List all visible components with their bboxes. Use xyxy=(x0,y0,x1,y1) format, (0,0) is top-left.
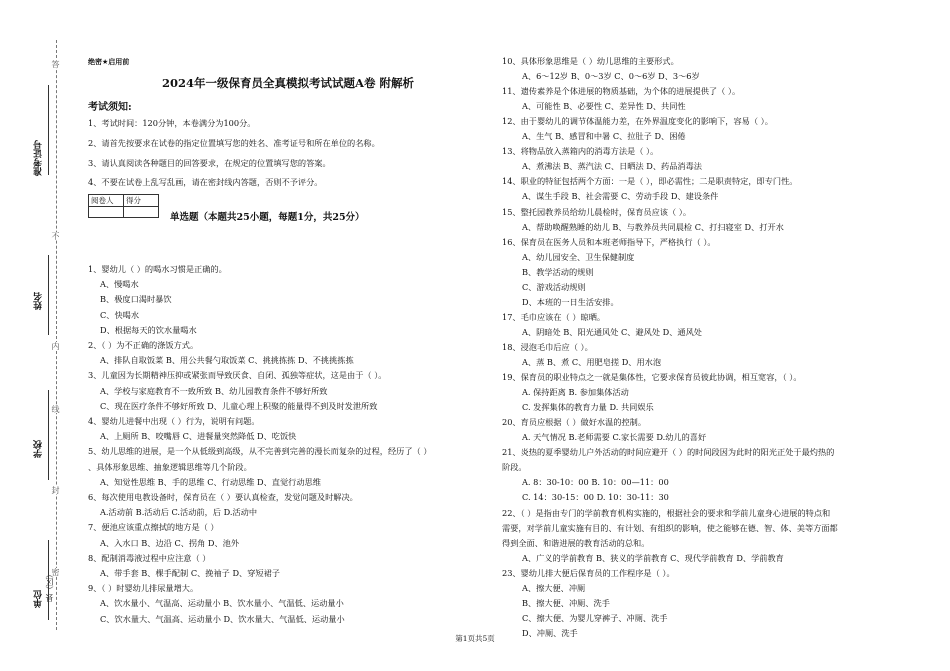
score-blank xyxy=(124,207,159,218)
seal-char: 答 xyxy=(51,60,60,68)
question-line: 16、保育员在医务人员和本班老师指导下，严格执行（ ）。 xyxy=(502,236,716,247)
question-line: A. 保持距离 B. 参加集体活动 xyxy=(522,387,629,398)
question-line: A、排队自取饭菜 B、用公共餐勺取饭菜 C、挑挑拣拣 D、不挑挑拣拣 xyxy=(100,355,354,366)
question-line: A、饮水量小、气温高、运动量小 B、饮水量小、气温低、运动量小 xyxy=(100,598,344,609)
question-line: 3、儿童因为长期精神压抑或紧张而导致厌食、自闭、孤独等症状，这是由于（ ）。 xyxy=(88,370,387,381)
school-line xyxy=(48,390,49,480)
question-line: 17、毛巾应该在（ ）晾晒。 xyxy=(502,311,606,322)
score-cell: 得分 xyxy=(124,195,159,207)
name-label: 姓名 xyxy=(34,292,44,310)
question-line: A、可能性 B、必要性 C、差异性 D、共同性 xyxy=(522,101,686,112)
grader-cell: 阅卷人 xyxy=(89,195,124,207)
question-line: 8、配制消毒液过程中应注意（ ） xyxy=(88,552,211,563)
question-line: 得到全面、和谐进展的教育活动的总和。 xyxy=(502,537,650,548)
question-line: A、入水口 B、边沿 C、拐角 D、池外 xyxy=(100,537,240,548)
exam-number-label: 准考证号 xyxy=(34,140,44,176)
seal-char: 封 xyxy=(51,486,60,494)
question-line: C、快喝水 xyxy=(100,309,140,320)
question-line: 20、育员应根据（ ）做好水温的控制。 xyxy=(502,417,647,428)
question-line: D、本班的一日生活安排。 xyxy=(522,296,619,307)
question-line: A、阴暗处 B、阳光通风处 C、避风处 D、通风处 xyxy=(522,326,702,337)
question-line: 19、保育员的职业特点之一就是集体性，它要求保育员彼此协调，相互宽容，（ ）。 xyxy=(502,372,802,383)
question-line: A. 天气情况 B.老师需要 C.家长需要 D.幼儿的喜好 xyxy=(522,432,707,443)
grader-blank xyxy=(89,207,124,218)
school-label: 学校 xyxy=(34,440,44,458)
question-line: A、广义的学前教育 B、狭义的学前教育 C、现代学前教育 D、学前教育 xyxy=(522,552,784,563)
confidential-tag: 绝密★启用前 xyxy=(88,58,130,66)
section-title: 单选题（本题共25小题，每题1分，共25分） xyxy=(170,212,365,223)
question-line: 15、整托园教养员给幼儿晨检时，保育员应该（ ）。 xyxy=(502,206,692,217)
question-line: C、现在医疗条件不够好所致 D、儿童心理上积聚的能量得不到及时发泄所致 xyxy=(100,400,378,411)
question-line: C. 14：30-15：00 D. 10：30-11：30 xyxy=(522,492,669,503)
question-line: 18、浸泡毛巾后应（ ）。 xyxy=(502,341,593,352)
question-line: A、煮沸法 B、蒸汽法 C、日晒法 D、药品消毒法 xyxy=(522,161,702,172)
page-title: 2024年一级保育员全真模拟考试试题A卷 附解析 xyxy=(162,76,414,90)
question-line: A、蒸 B、煮 C、用肥皂搓 D、用水泡 xyxy=(522,357,662,367)
question-line: A、学校与家庭教育不一致所致 B、幼儿园教育条件不够好所致 xyxy=(100,385,328,396)
question-line: D、根据每天的饮水量喝水 xyxy=(100,324,197,335)
question-line: 5、幼儿思维的进展，是一个从低级到高级，从不完善到完善的漫长而复杂的过程，经历了（ ） xyxy=(88,446,432,457)
question-line: A、带手套 B、棵手配制 C、挽袖子 D、穿短裙子 xyxy=(100,568,280,578)
unit-label: 单位 xyxy=(34,590,44,608)
question-line: A、擦大便、冲厕 xyxy=(522,582,586,593)
unit-line xyxy=(48,540,49,620)
question-line: B、教学活动的规则 xyxy=(522,266,594,277)
question-line: 需要，对学前儿童实施有目的、有计划、有组织的影响，使之能够在德、智、体、美等方面都 xyxy=(502,522,838,533)
question-line: A、6～12岁 B、0～3岁 C、0～6岁 D、3～6岁 xyxy=(522,71,700,82)
question-line: B、擦大便、冲厕、洗手 xyxy=(522,597,610,608)
question-line: 10、具体形象思维是（ ）幼儿思维的主要形式。 xyxy=(502,56,679,66)
question-line: 7、便池应该重点擦拭的地方是（ ） xyxy=(88,522,219,533)
page-footer: 第1页共5页 xyxy=(455,634,495,643)
question-line: 13、将物品放入蒸箱内的消毒方法是（ ）。 xyxy=(502,146,659,157)
question-line: 2、（ ）为不正确的涤饭方式。 xyxy=(88,340,199,350)
question-line: A.活动前 B.活动后 C.活动前，后 D.活动中 xyxy=(100,507,258,518)
question-line: A、幼儿园安全、卫生保健制度 xyxy=(522,251,635,262)
question-line: A、帮助唤醒熟睡的幼儿 B、与教养员共同晨检 C、打扫寝室 D、打开水 xyxy=(522,221,784,232)
score-table xyxy=(88,194,159,218)
question-line: C、擦大便、为婴儿穿裤子、冲厕、洗手 xyxy=(522,612,668,623)
question-line: 23、婴幼儿排大便后保育员的工作程序是（ ）。 xyxy=(502,567,675,578)
seal-char: 密 xyxy=(51,568,60,576)
seal-char: 内 xyxy=(51,342,60,350)
question-line: 12、由于婴幼儿的调节体温能力差，在外界温度变化的影响下，容易（ ）。 xyxy=(502,116,773,127)
seal-char: 线 xyxy=(51,405,60,413)
exam-number-line xyxy=(48,85,49,175)
question-line: 1、婴幼儿（ ）的喝水习惯是正确的。 xyxy=(88,264,227,274)
notice-item: 4、不要在试卷上乱写乱画，请在密封线内答题，否则不予评分。 xyxy=(88,177,323,187)
notice-item: 3、请认真阅读各种题目的回答要求，在规定的位置填写您的答案。 xyxy=(88,158,331,168)
question-line: 14、职业的特征包括两个方面：一是（ ），即必需性；二是职责特定，即专门性。 xyxy=(502,176,798,187)
question-line: 22、（ ）是指由专门的学前教育机构实施的，根据社会的要求和学前儿童身心进展的特点和 xyxy=(502,507,831,518)
district-label: 县（区） xyxy=(45,570,54,602)
question-line: 11、遗传素养是个体进展的物质基础，为个体的进展提供了（ ）。 xyxy=(502,86,741,97)
question-line: C、饮水量大、气温高、运动量小 D、饮水量大、气温低、运动量小 xyxy=(100,613,345,624)
question-line: A、生气 B、感冒和中暑 C、拉肚子 D、困倦 xyxy=(522,131,686,142)
question-line: A、上厕所 B、咬嘴唇 C、进餐量突然降低 D、吃饭快 xyxy=(100,431,297,442)
notice-item: 1、考试时间：120分钟，本卷满分为100分。 xyxy=(88,118,256,128)
question-line: D、冲厕、洗手 xyxy=(522,627,578,638)
binding-strip xyxy=(0,0,70,671)
seal-line xyxy=(56,40,57,630)
question-line: A、慢喝水 xyxy=(100,279,139,290)
question-line: A、知觉性思维 B、手的思维 C、行动思维 D、直觉行动思维 xyxy=(100,476,321,487)
question-line: A. 8：30-10：00 B. 10：00—11：00 xyxy=(522,477,669,488)
question-line: 、具体形象思维、抽象逻辑思维等几个阶段。 xyxy=(88,461,252,472)
question-line: 21、炎热的夏季婴幼儿户外活动的时间应避开（ ）的时间段因为此时的阳光正处于最灼热的 xyxy=(502,447,835,458)
question-line: C、游戏活动规则 xyxy=(522,281,586,292)
question-line: 4、婴幼儿进餐中出现（ ）行为，说明有问题。 xyxy=(88,416,260,426)
seal-char: 不 xyxy=(51,232,60,240)
question-line: B、极度口渴时暴饮 xyxy=(100,294,172,305)
question-line: 阶段。 xyxy=(502,462,527,473)
question-line: 9、（ ）时婴幼儿排尿量增大。 xyxy=(88,583,199,594)
question-line: A、谋生手段 B、社会需要 C、劳动手段 D、建设条件 xyxy=(522,191,719,202)
notice-item: 2、请首先按要求在试卷的指定位置填写您的姓名、准考证号和所在单位的名称。 xyxy=(88,138,380,148)
notice-heading: 考试须知: xyxy=(88,102,132,113)
question-line: C. 发挥集体的教育力量 D. 共同娱乐 xyxy=(522,402,654,413)
question-line: 6、每次使用电教设备时，保育员在（ ）要认真检查，发觉问题及时解决。 xyxy=(88,492,358,502)
name-line xyxy=(48,255,49,335)
